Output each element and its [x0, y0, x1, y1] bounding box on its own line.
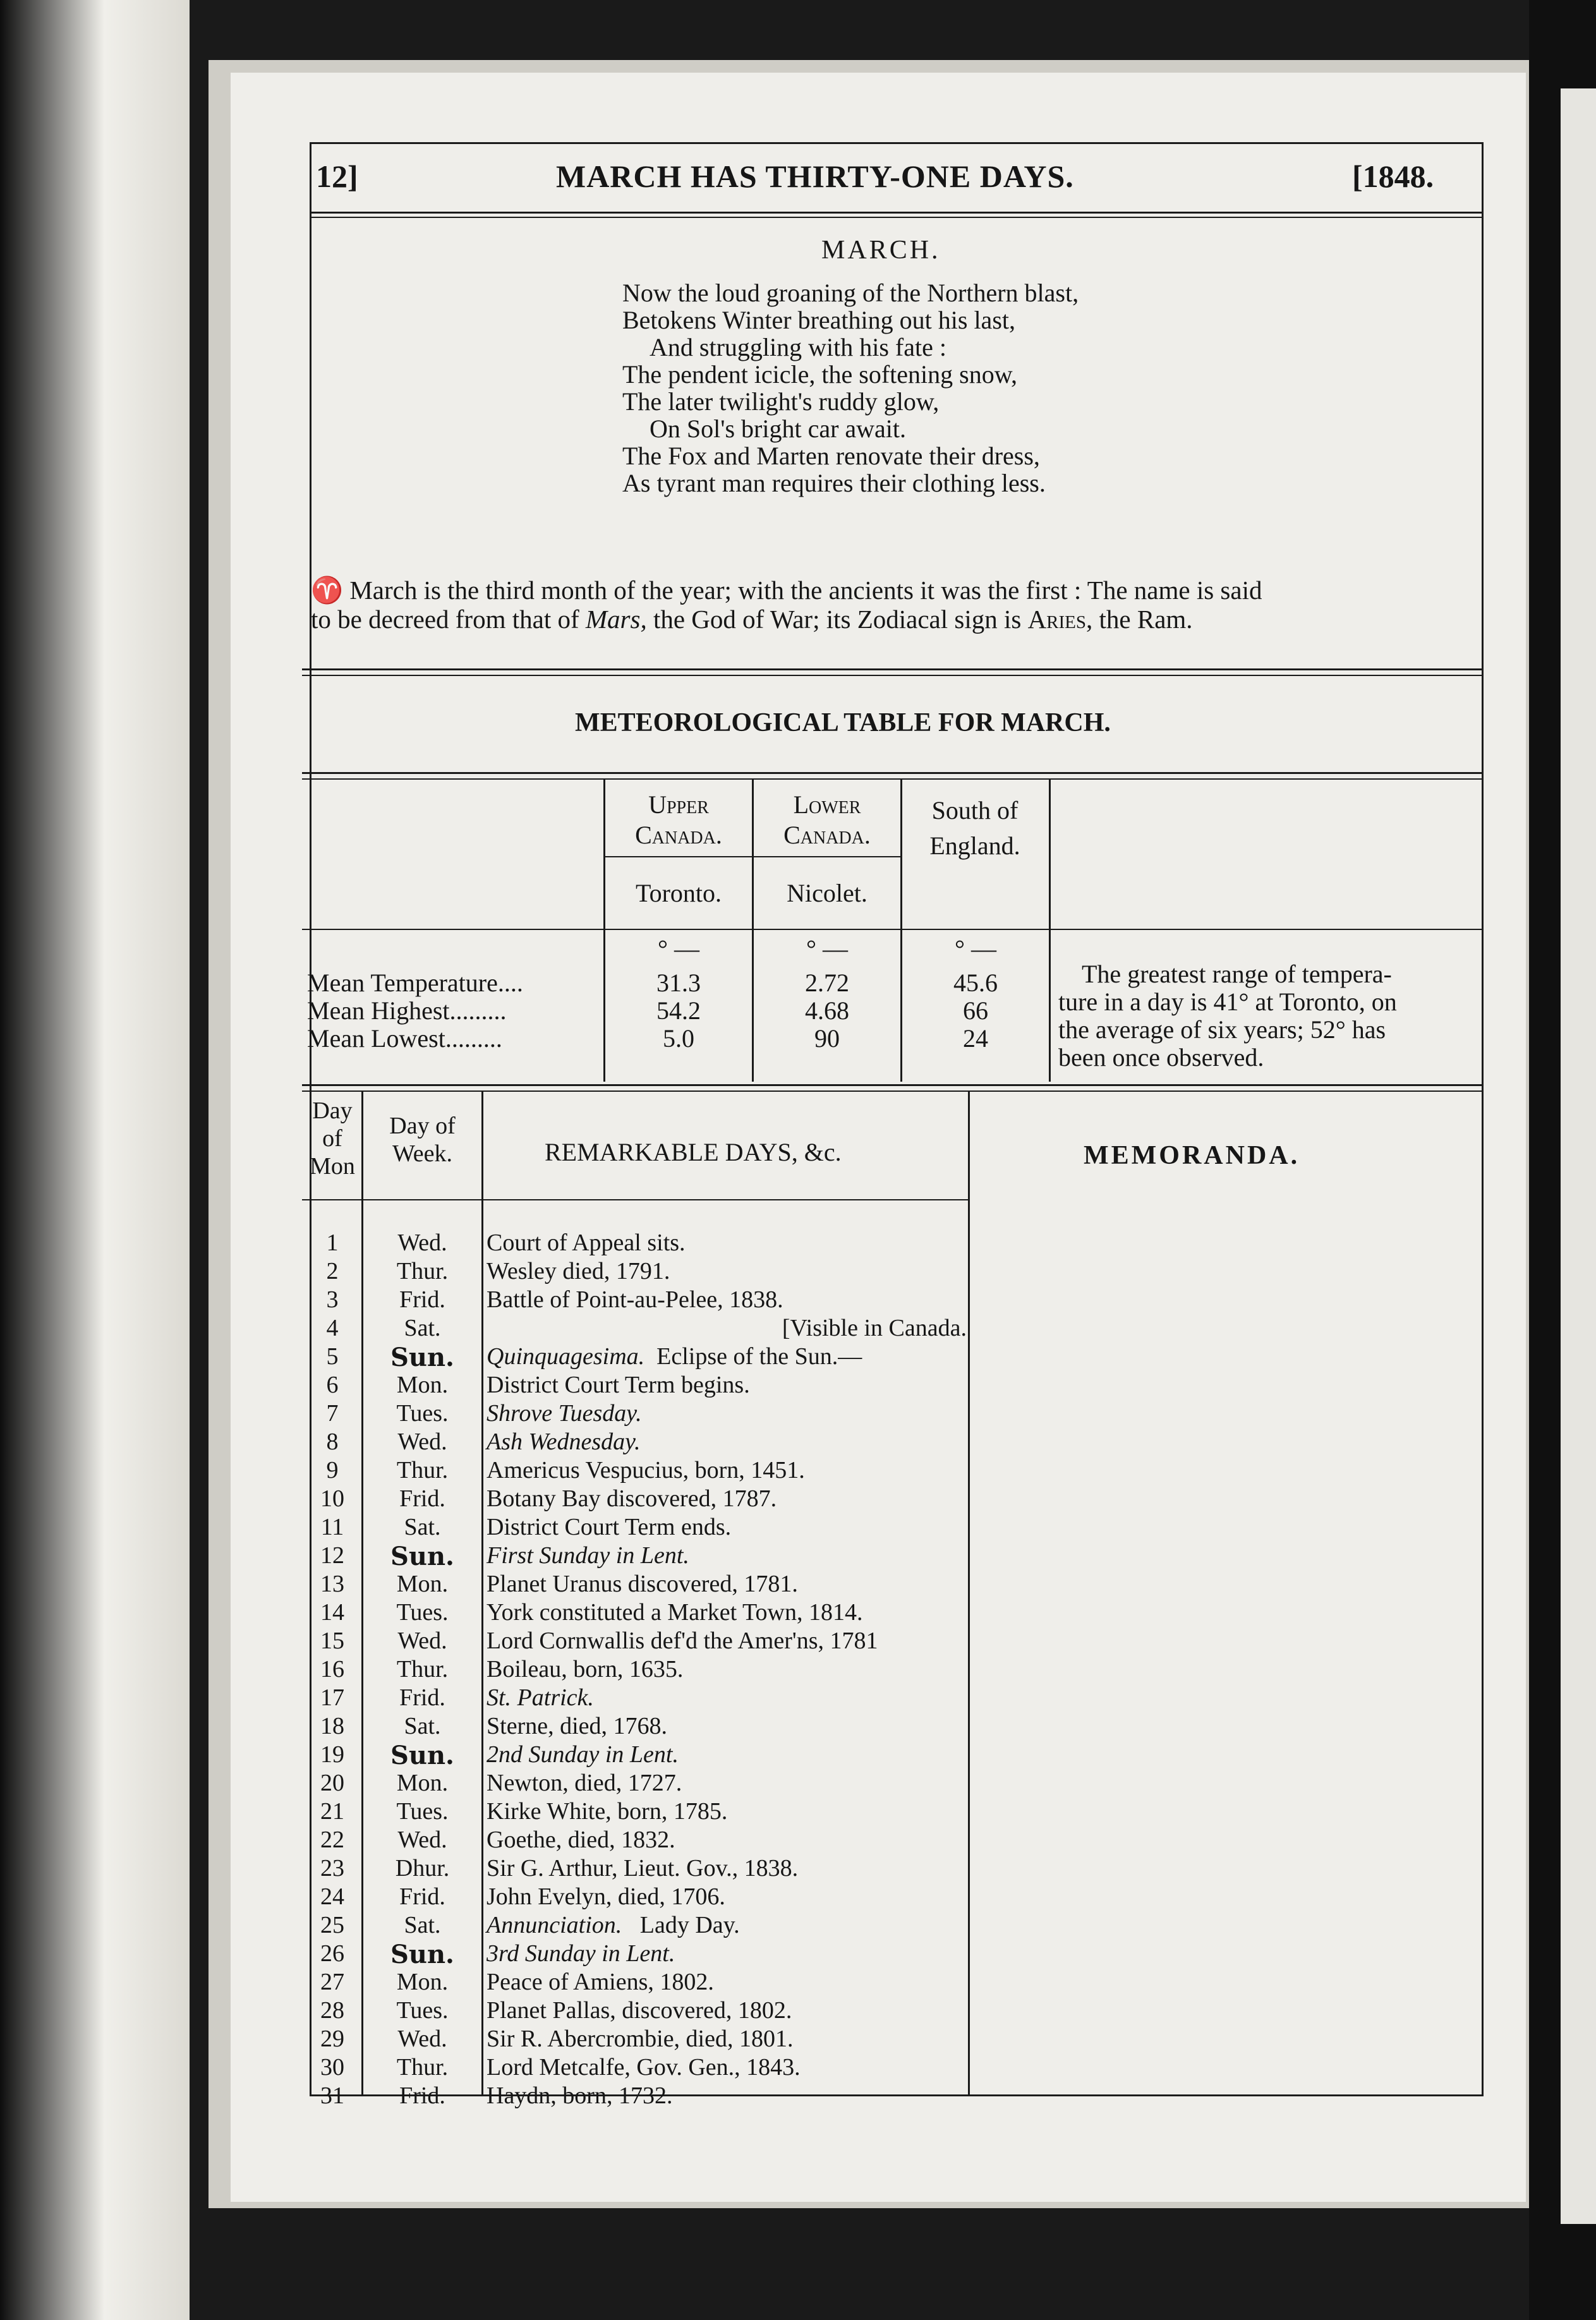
weekday: Sun. [390, 1741, 454, 1770]
met-col-upper-canada: Upper Canada. [635, 790, 722, 849]
calendar-row [0, 1257, 1596, 1286]
poem-line: The later twilight's ruddy glow, [622, 387, 940, 416]
weekday: Frid. [399, 1485, 445, 1512]
calendar-row [0, 1627, 1596, 1655]
met-value: 24 [963, 1024, 988, 1053]
weekday: Thur. [396, 1656, 449, 1683]
met-note-line: the average of six years; 52° has [1058, 1015, 1386, 1044]
weekday: Frid. [399, 1286, 445, 1313]
section-rule [302, 668, 1482, 670]
met-value: 90 [814, 1024, 840, 1053]
day-number: 17 [320, 1684, 344, 1711]
day-number: 28 [320, 1997, 344, 2024]
calendar-row [0, 1513, 1596, 1542]
event-text: Ash Wednesday. [487, 1429, 641, 1455]
event-text: Haydn, born, 1732. [487, 2082, 673, 2109]
met-value: 45.6 [953, 969, 998, 997]
weekday: Tues. [396, 1798, 449, 1825]
poem-title: MARCH. [821, 236, 941, 265]
calendar-row [0, 1542, 1596, 1570]
intro-line-2 [311, 604, 1193, 634]
weekday: Mon. [396, 1571, 449, 1597]
weekday: Frid. [399, 1684, 445, 1711]
met-station-toronto: Toronto. [635, 879, 722, 907]
col-header-remarkable: REMARKABLE DAYS, &c. [545, 1138, 842, 1166]
weekday: Sat. [404, 1315, 441, 1341]
degree-mark: ° — [806, 934, 848, 963]
weekday: Sun. [390, 1542, 454, 1571]
day-number: 10 [320, 1485, 344, 1512]
calendar-row [0, 1769, 1596, 1797]
event-text: District Court Term ends. [487, 1514, 732, 1540]
intro-text: March is the third month of the year; with the ancients it was the first : The name is said [349, 576, 1262, 605]
event-text: Peace of Amiens, 1802. [487, 1969, 714, 1995]
weekday: Wed. [397, 1827, 447, 1853]
day-number: 31 [320, 2082, 344, 2109]
calendar-row [0, 2053, 1596, 2082]
met-header-rule [302, 929, 1482, 930]
day-number: 2 [326, 1258, 339, 1284]
weekday: Sat. [404, 1514, 441, 1540]
calendar-row [0, 1911, 1596, 1940]
calendar-row [0, 1684, 1596, 1712]
calendar-row [0, 2025, 1596, 2053]
day-number: 8 [326, 1429, 339, 1455]
page-title: MARCH HAS THIRTY-ONE DAYS. [556, 159, 1074, 194]
event-text: St. Patrick. [487, 1684, 594, 1711]
day-number: 9 [326, 1457, 339, 1483]
met-top-rule-thin [302, 778, 1482, 780]
day-number: 21 [320, 1798, 344, 1825]
day-number: 29 [320, 2026, 344, 2052]
weekday: Wed. [397, 2026, 447, 2052]
met-bottom-rule [302, 1084, 1482, 1086]
section-rule-thin [302, 675, 1482, 676]
event-text: Shrove Tuesday. [487, 1400, 642, 1427]
weekday: Sun. [390, 1940, 454, 1969]
event-text: Battle of Point-au-Pelee, 1838. [487, 1286, 783, 1313]
poem-line: The Fox and Marten renovate their dress, [622, 442, 1040, 470]
calendar-row [0, 1371, 1596, 1399]
met-value: 31.3 [656, 969, 701, 997]
day-number: 4 [326, 1315, 339, 1341]
event-text: John Evelyn, died, 1706. [487, 1883, 725, 1910]
event-text: [Visible in Canada. [782, 1315, 967, 1341]
met-value: 54.2 [656, 996, 701, 1025]
event-text: Newton, died, 1727. [487, 1770, 682, 1796]
page-number: 12] [316, 159, 358, 194]
calendar-row [0, 1314, 1596, 1343]
calendar-row [0, 1286, 1596, 1314]
cal-header-rule [302, 1199, 970, 1200]
day-number: 14 [320, 1599, 344, 1626]
header-rule [310, 212, 1482, 214]
day-number: 15 [320, 1628, 344, 1654]
day-number: 20 [320, 1770, 344, 1796]
weekday: Wed. [397, 1229, 447, 1256]
event-text: Sir G. Arthur, Lieut. Gov., 1838. [487, 1855, 799, 1882]
calendar-row [0, 1712, 1596, 1741]
event-text: Botany Bay discovered, 1787. [487, 1485, 777, 1512]
col-header-memoranda: MEMORANDA. [1084, 1141, 1300, 1170]
weekday: Tues. [396, 1400, 449, 1427]
weekday: Frid. [399, 1883, 445, 1910]
event-text: Court of Appeal sits. [487, 1229, 686, 1256]
weekday: Thur. [396, 1258, 449, 1284]
event-text: Annunciation. Lady Day. [487, 1912, 740, 1938]
met-row-label: Mean Highest......... [307, 996, 507, 1025]
met-row-label: Mean Temperature.... [307, 969, 523, 997]
meteorological-title: METEOROLOGICAL TABLE FOR MARCH. [575, 708, 1111, 737]
calendar-row [0, 1741, 1596, 1769]
weekday: Mon. [396, 1969, 449, 1995]
met-col-lower-canada: Lower Canada. [783, 790, 871, 849]
met-col-divider [1049, 778, 1051, 1082]
event-text: Planet Pallas, discovered, 1802. [487, 1997, 792, 2024]
met-note-line: The greatest range of tempera- [1082, 960, 1392, 988]
intro-text: the Ram. [1092, 605, 1193, 634]
day-number: 19 [320, 1741, 344, 1768]
degree-mark: ° — [955, 934, 996, 963]
met-bottom-rule-thin [302, 1091, 1482, 1092]
event-text: Kirke White, born, 1785. [487, 1798, 728, 1825]
header-rule-thin [310, 217, 1482, 218]
weekday: Thur. [396, 2054, 449, 2081]
event-text: 3rd Sunday in Lent. [487, 1940, 675, 1967]
event-text: Boileau, born, 1635. [487, 1656, 684, 1683]
met-station-rule [605, 856, 902, 857]
weekday: Dhur. [395, 1855, 450, 1882]
calendar-row [0, 1598, 1596, 1627]
day-number: 1 [326, 1229, 339, 1256]
met-note-line: been once observed. [1058, 1043, 1264, 1072]
event-text: 2nd Sunday in Lent. [487, 1741, 679, 1768]
weekday: Sat. [404, 1912, 441, 1938]
weekday: Thur. [396, 1457, 449, 1483]
col-header-day-of-week: Day of Week. [389, 1113, 456, 1167]
met-station-nicolet: Nicolet. [787, 879, 868, 907]
calendar-row [0, 1940, 1596, 1968]
event-text: Sterne, died, 1768. [487, 1713, 668, 1739]
event-text: First Sunday in Lent. [487, 1542, 689, 1569]
day-number: 25 [320, 1912, 344, 1938]
page-year: [1848. [1352, 159, 1434, 194]
met-value: 5.0 [663, 1024, 694, 1053]
weekday: Tues. [396, 1997, 449, 2024]
aries-symbol: ♈ [311, 576, 344, 605]
day-number: 18 [320, 1713, 344, 1739]
met-col-south-england: South of England. [929, 796, 1020, 860]
event-text: Americus Vespucius, born, 1451. [487, 1457, 805, 1483]
event-text: Planet Uranus discovered, 1781. [487, 1571, 798, 1597]
poem-line: And struggling with his fate : [650, 333, 946, 361]
day-number: 3 [326, 1286, 339, 1313]
day-number: 11 [320, 1514, 344, 1540]
poem-line: As tyrant man requires their clothing less. [622, 469, 1046, 497]
weekday: Sun. [390, 1343, 454, 1372]
poem-line: The pendent icicle, the softening snow, [622, 360, 1017, 389]
met-note-line: ture in a day is 41° at Toronto, on [1058, 988, 1397, 1016]
day-number: 12 [320, 1542, 344, 1569]
met-value: 4.68 [805, 996, 849, 1025]
event-text: Lord Cornwallis def'd the Amer'ns, 1781 [487, 1628, 878, 1654]
day-number: 22 [320, 1827, 344, 1853]
calendar-row [0, 1399, 1596, 1428]
calendar-row [0, 1826, 1596, 1854]
event-text: York constituted a Market Town, 1814. [487, 1599, 863, 1626]
calendar-row [0, 1485, 1596, 1513]
event-text: Lord Metcalfe, Gov. Gen., 1843. [487, 2054, 801, 2081]
top-rule [310, 142, 1482, 144]
met-value: 66 [963, 996, 988, 1025]
calendar-row [0, 1854, 1596, 1883]
calendar-row [0, 1968, 1596, 1997]
calendar-row [0, 1570, 1596, 1598]
poem-line: On Sol's bright car await. [650, 414, 907, 443]
calendar-row [0, 2082, 1596, 2110]
poem-line: Now the loud groaning of the Northern blast, [622, 279, 1079, 307]
calendar-row [0, 1655, 1596, 1684]
poem-line: Betokens Winter breathing out his last, [622, 306, 1015, 334]
day-number: 27 [320, 1969, 344, 1995]
day-number: 26 [320, 1940, 344, 1967]
intro-text: the God of War; its Zodiacal sign is [646, 605, 1028, 634]
day-number: 7 [326, 1400, 339, 1427]
day-number: 13 [320, 1571, 344, 1597]
event-text: Goethe, died, 1832. [487, 1827, 675, 1853]
calendar-row [0, 1428, 1596, 1456]
event-text: Wesley died, 1791. [487, 1258, 670, 1284]
intro-line-1 [311, 575, 1262, 606]
intro-aries: Aries, [1027, 605, 1093, 634]
day-number: 30 [320, 2054, 344, 2081]
weekday: Sat. [404, 1713, 441, 1739]
calendar-row [0, 1797, 1596, 1826]
met-row-label: Mean Lowest......... [307, 1024, 502, 1053]
weekday: Tues. [396, 1599, 449, 1626]
col-header-day-of-month: Day of Mon [310, 1097, 355, 1180]
calendar-row [0, 1456, 1596, 1485]
calendar-row [0, 1343, 1596, 1371]
event-text: Sir R. Abercrombie, died, 1801. [487, 2026, 794, 2052]
day-number: 5 [326, 1343, 339, 1370]
intro-text: to be decreed from that of [311, 605, 586, 634]
weekday: Wed. [397, 1628, 447, 1654]
degree-mark: ° — [658, 934, 699, 963]
weekday: Frid. [399, 2082, 445, 2109]
calendar-row [0, 1229, 1596, 1257]
event-text: District Court Term begins. [487, 1372, 750, 1398]
calendar-row [0, 1883, 1596, 1911]
day-number: 6 [326, 1372, 339, 1398]
day-number: 24 [320, 1883, 344, 1910]
calendar-row [0, 1997, 1596, 2025]
weekday: Wed. [397, 1429, 447, 1455]
met-top-rule [302, 772, 1482, 774]
weekday: Mon. [396, 1372, 449, 1398]
weekday: Mon. [396, 1770, 449, 1796]
intro-mars: Mars, [585, 605, 647, 634]
event-text: Quinquagesima. Eclipse of the Sun.— [487, 1343, 862, 1370]
day-number: 23 [320, 1855, 344, 1882]
met-value: 2.72 [805, 969, 849, 997]
day-number: 16 [320, 1656, 344, 1683]
